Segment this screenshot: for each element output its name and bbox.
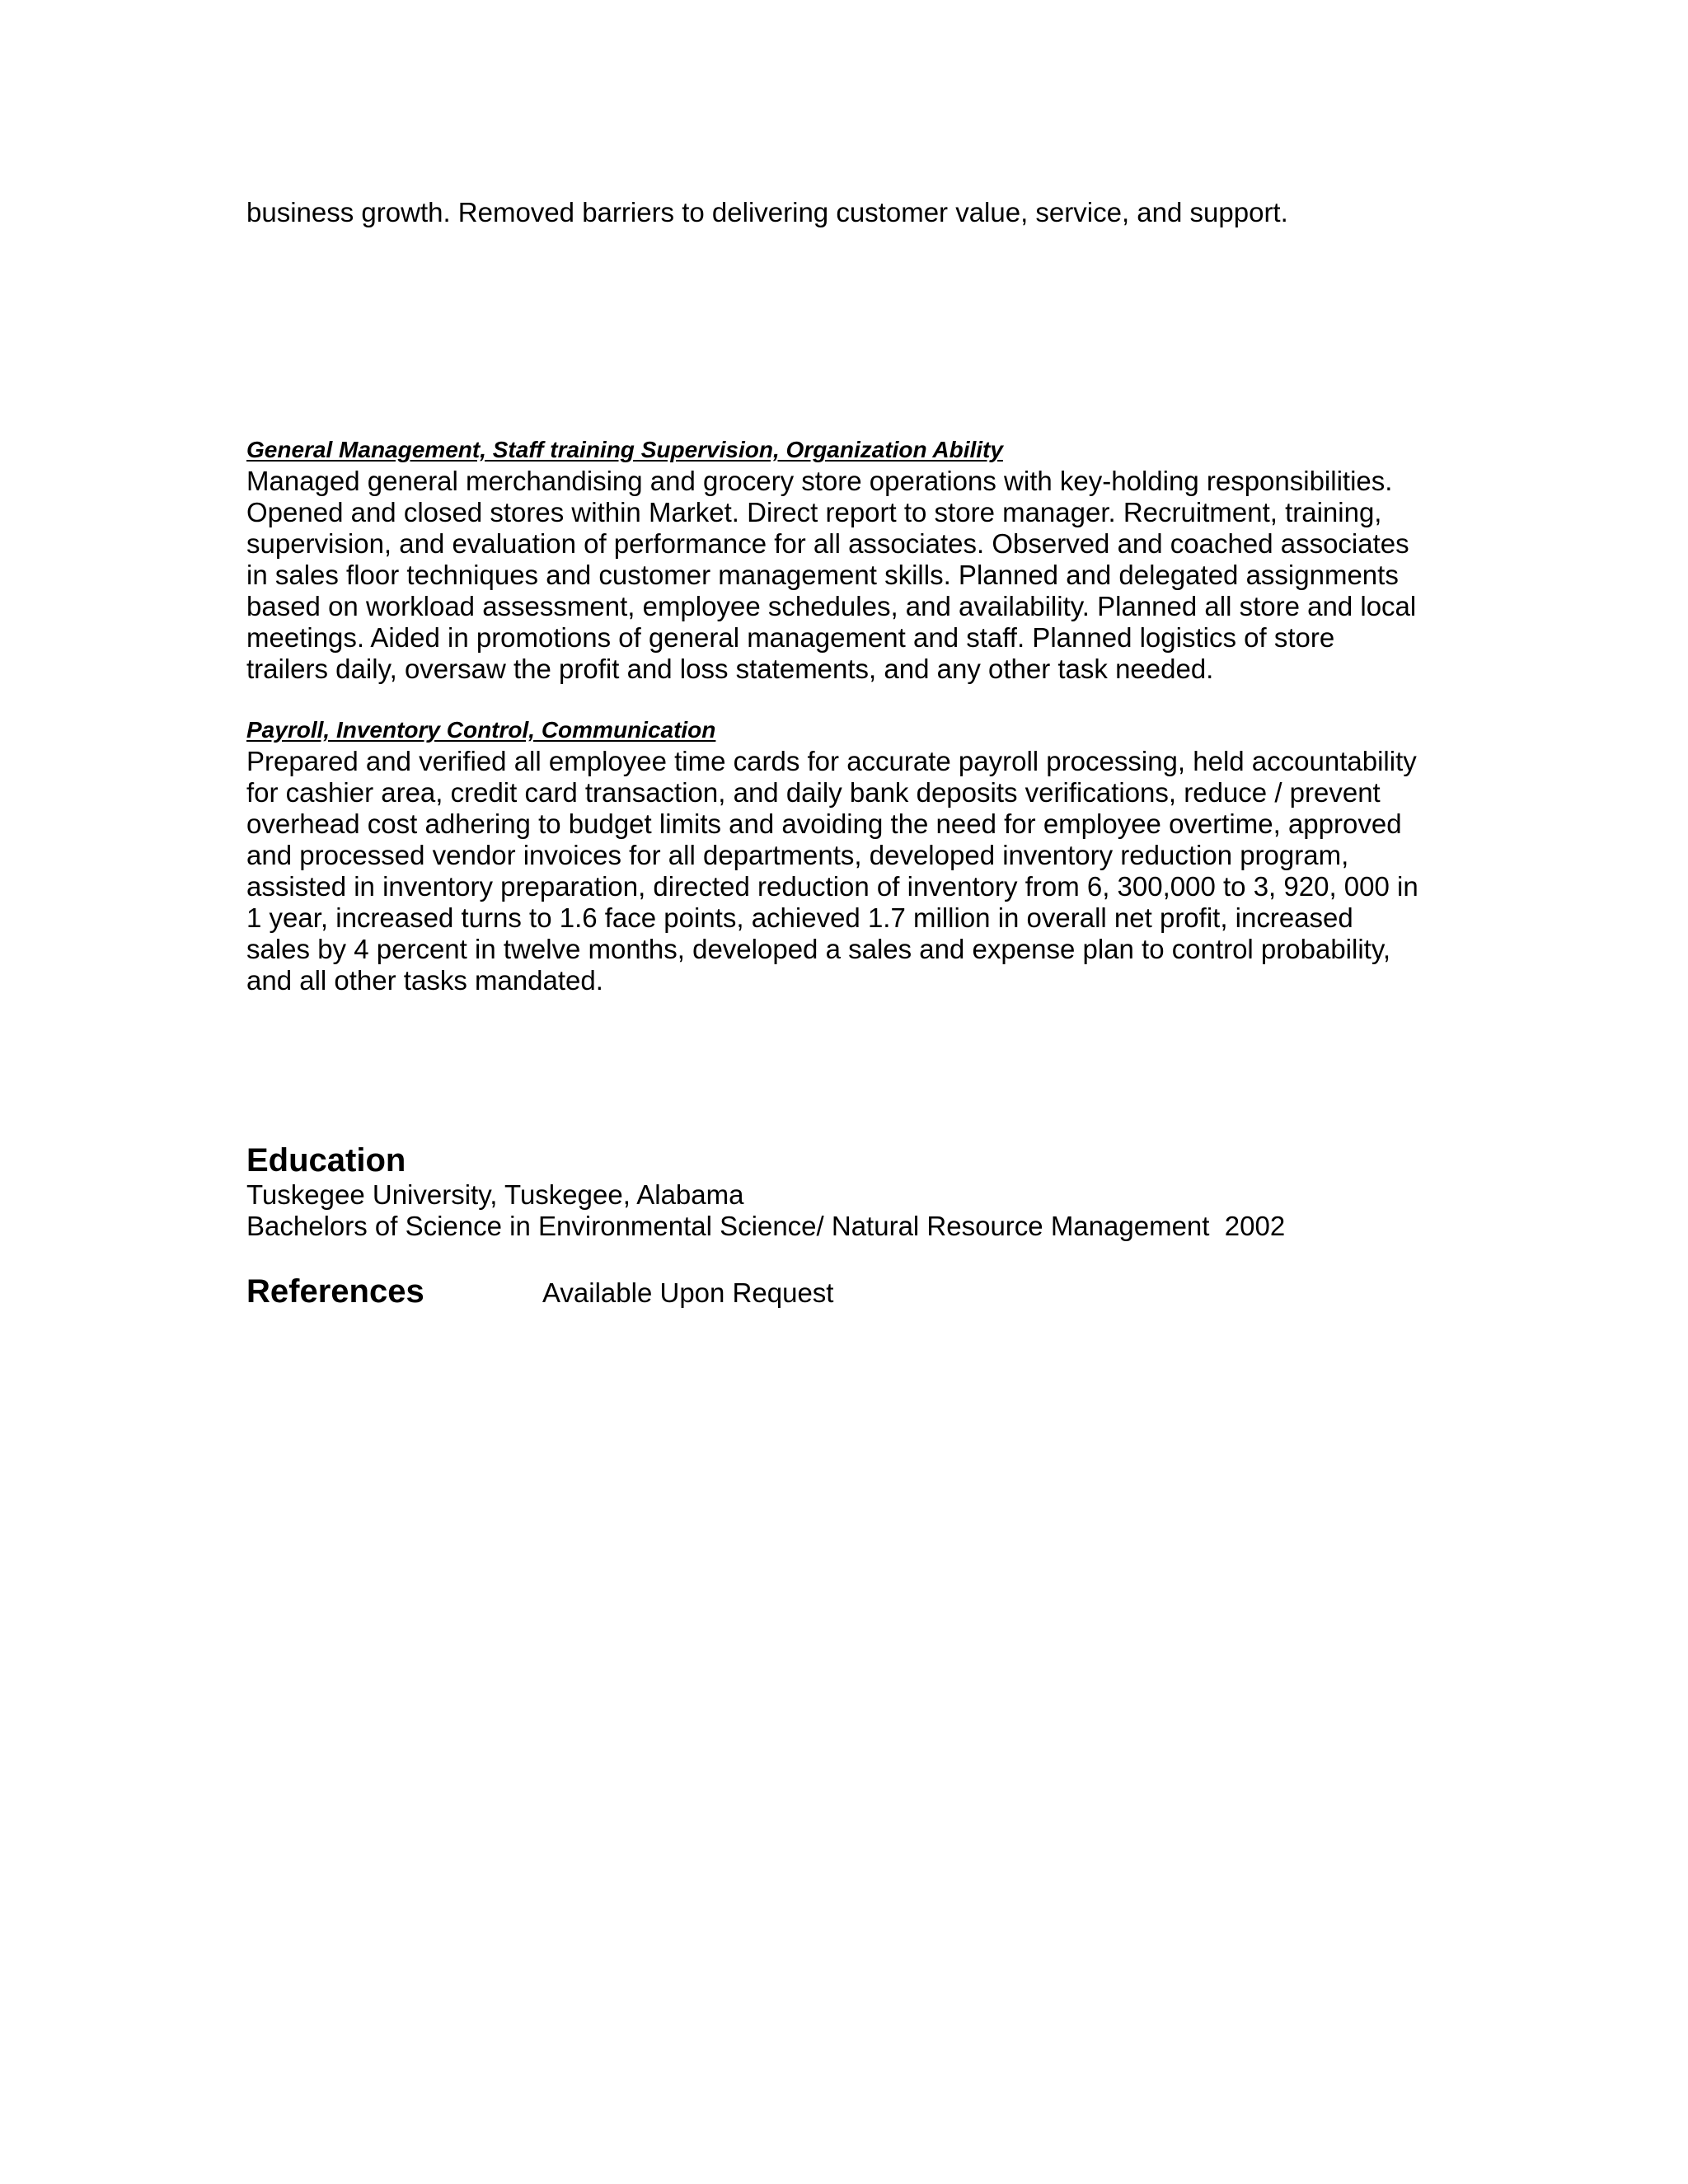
education-degree: Bachelors of Science in Environmental Science/ Natural Resource Management 2002 (246, 1211, 1286, 1241)
references-heading: References (246, 1273, 424, 1310)
section-body-general-management (246, 466, 1450, 685)
paragraph-line: 1 year, increased turns to 1.6 face points, achieved 1.7 million in overall net profit, increased (246, 902, 1353, 933)
education-heading: Education (246, 1142, 406, 1179)
paragraph-line: Prepared and verified all employee time cards for accurate payroll processing, held accountability (246, 746, 1417, 776)
paragraph-line: Opened and closed stores within Market. Direct report to store manager. Recruitment, training, (246, 497, 1382, 527)
paragraph-line: and all other tasks mandated. (246, 965, 603, 996)
intro-paragraph (246, 197, 1450, 228)
intro-line: business growth. Removed barriers to delivering customer value, service, and support. (246, 197, 1288, 227)
paragraph-line: Managed general merchandising and grocery store operations with key-holding responsibilities. (246, 466, 1393, 496)
section-body-payroll (246, 746, 1450, 996)
paragraph-line: for cashier area, credit card transaction, and daily bank deposits verifications, reduce / prevent (246, 777, 1381, 808)
paragraph-line: in sales floor techniques and customer management skills. Planned and delegated assignments (246, 560, 1399, 590)
paragraph-line: sales by 4 percent in twelve months, developed a sales and expense plan to control probability, (246, 934, 1391, 964)
paragraph-line: trailers daily, oversaw the profit and loss statements, and any other task needed. (246, 654, 1214, 684)
section-heading-payroll: Payroll, Inventory Control, Communication (246, 717, 716, 743)
education-details (246, 1179, 1450, 1242)
references-row (246, 1272, 1450, 1314)
paragraph-line: overhead cost adhering to budget limits and avoiding the need for employee overtime, approved (246, 808, 1402, 839)
references-value: Available Upon Request (542, 1277, 834, 1308)
paragraph-line: meetings. Aided in promotions of general management and staff. Planned logistics of store (246, 622, 1335, 653)
paragraph-line: assisted in inventory preparation, directed reduction of inventory from 6, 300,000 to 3, 920, 000 in (246, 871, 1418, 902)
paragraph-line: and processed vendor invoices for all departments, developed inventory reduction program, (246, 840, 1349, 870)
education-school: Tuskegee University, Tuskegee, Alabama (246, 1179, 744, 1210)
section-heading-general-management: General Management, Staff training Supervision, Organization Ability (246, 437, 1003, 462)
paragraph-line: supervision, and evaluation of performance for all associates. Observed and coached associates (246, 528, 1409, 559)
paragraph-line: based on workload assessment, employee schedules, and availability. Planned all store and local (246, 591, 1417, 621)
